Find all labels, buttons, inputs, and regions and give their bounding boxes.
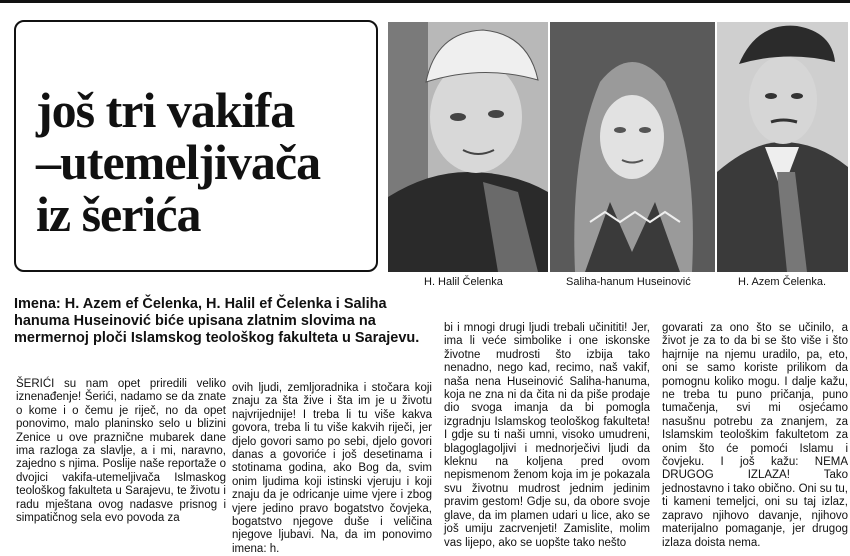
photo-azem-celenka [717, 22, 848, 272]
article-column-3: bi i mnogi drugi ljudi trebali učinititi! Jer, ima li veće simbolike i one iskonske životne mudrosti što izbija tako nenadno, nego kad, recimo, naš vakif, naša nena Huseinović Saliha-hanuma, koja ne zna ni da čita ni da piše prodaje dio svoga imanja da bi pomogla izgradnju Islamskog teološkog fakulteta! I gdje su ti naši umni, visoko umudreni, blagoglagoljivi i mednorječivi ljudi da kleknu na koljena pred ovom nepismenom ženom koja im je pokazala svu životnu mudrost jednim jedinim pravim gestom! Gdje su, da obore svoje glave, da im plamen udari u lice, ako se još umiju zacrvenjeti! Zamislite, molim vas lijepo, ako se uopšte tako nešto [444, 322, 650, 549]
article-column-1: ŠERIĆI su nam opet priredili veliko iznenađenje! Šerići, nadamo se da znate o kome i o čemu je riječ, no da opet ponovimo, malo planinsko selo u blizini Zenice u ove praznične mubarek dane ima razloga za slavlje, a i mi, naravno, zajedno s njima. Poslije naše reportaže o dvojici vakifa-utemeljivača Islmaskog teološkog fakulteta u Sarajevu, te životu i radu mještana ovog nadasve prisnog i simpatičnog sela evo povoda za [16, 378, 226, 525]
photo-caption: Saliha-hanum Huseinović [566, 276, 691, 288]
photo-saliha-huseinovic [550, 22, 715, 272]
headline-line: iz šerića [36, 186, 201, 242]
article-column-4: govarati za ono što se učinilo, a život je za to da bi se što više i što hajrnije na njemu uradilo, pa, eto, oni se samo koriste prilikom da pomognu koliko mogu. I dalje kažu, ne treba tu puno pričanja, puno tumačenja, svi mi osjećamo nasušnu potrebu za znanjem, za Islamskim teološkim fakultetom za onim što će pomoći Islamu i čovjeku. I još kažu: NEMA DRUGOG IZLAZA! Tako jednostavno i tako obično. Oni su tu, ti kameni temeljci, oni su taj izlaz, zapravo njihovo davanje, njihovo materijalno pomaganje, jer drugog izlaza doista nema. [662, 322, 848, 549]
lead-paragraph: Imena: H. Azem ef Čelenka, H. Halil ef Čelenka i Saliha hanuma Huseinović biće upisana zlatnim slovima na mermernoj ploči Islamskog teološkog fakulteta u Sarajevu. [14, 296, 420, 346]
photo-halil-celenka [388, 22, 548, 272]
article-column-2: ovih ljudi, zemljoradnika i stočara koji znaju za šta žive i šta im je u životu najvrijednije! I treba li tu više kakva govora, treba li tu više kakvih riječi, jer djelo govori samo po sebi, djelo govori danas a govoriće i još desetinama i stotinama godina, ako Bog da, svim onim ljudima koji istinski vjeruju i koji znaju da je odricanje uime vjere i zbog vjere jedino pravo bogatstvo čovjeka, bogatstvo njegove duše i veličina njegove ljubavi. Na, da im ponovimo imena: h. [232, 382, 432, 555]
headline [36, 84, 320, 240]
headline-line: još tri vakifa [36, 82, 295, 138]
headline-line: –utemeljivača [36, 134, 321, 190]
top-rule [0, 0, 850, 3]
photo-caption: H. Halil Čelenka [424, 276, 503, 288]
photo-caption: H. Azem Čelenka. [738, 276, 827, 288]
